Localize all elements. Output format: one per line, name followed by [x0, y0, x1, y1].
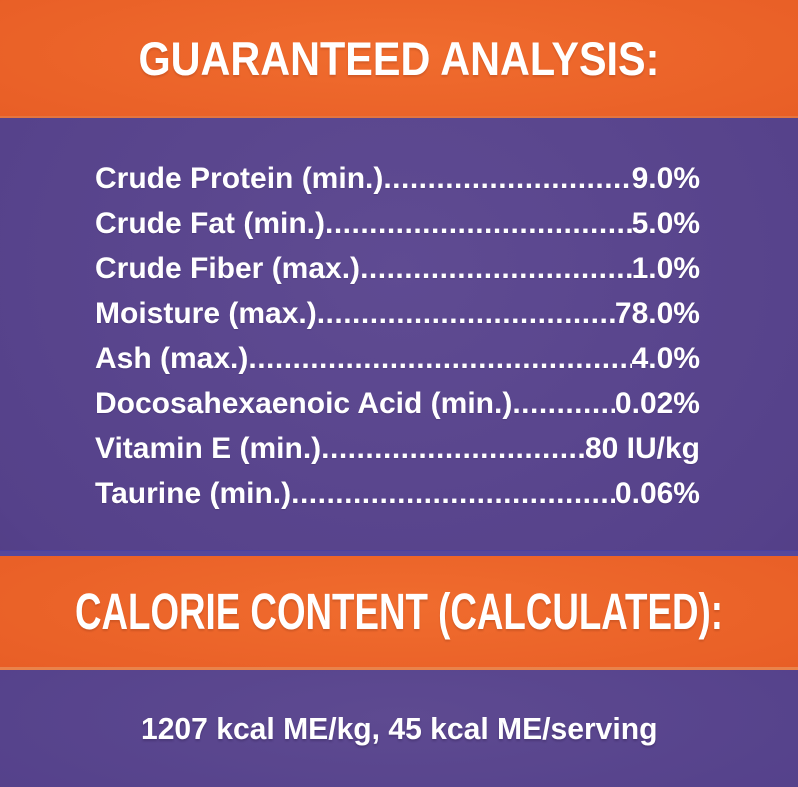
nutrient-name: Docosahexaenoic Acid (min.): [95, 387, 513, 420]
analysis-row-dha: [95, 381, 700, 426]
guaranteed-analysis-panel: [0, 118, 798, 550]
analysis-row-crude-fat: [95, 201, 700, 246]
dot-leader: [512, 381, 615, 426]
analysis-row-crude-protein: [95, 156, 700, 201]
nutrient-name: Moisture (max.): [95, 297, 317, 330]
guaranteed-analysis-band: [0, 0, 798, 118]
nutrient-value: 9.0%: [631, 162, 700, 195]
nutrient-name: Ash (max.): [95, 342, 249, 375]
nutrient-value: 0.06%: [614, 477, 700, 510]
nutrient-name: Crude Fat (min.): [95, 207, 325, 240]
nutrient-value: 0.02%: [614, 387, 700, 420]
guaranteed-analysis-title: GUARANTEED ANALYSIS:: [138, 31, 660, 85]
nutrient-value: 78.0%: [614, 297, 700, 330]
analysis-row-ash: [95, 336, 700, 381]
nutrient-name: Crude Fiber (max.): [95, 252, 361, 285]
dot-leader: [248, 336, 631, 381]
nutrient-name: Taurine (min.): [95, 477, 292, 510]
calorie-content-band: [0, 556, 798, 670]
nutrient-name: Crude Protein (min.): [95, 162, 384, 195]
nutrient-value: 1.0%: [631, 252, 700, 285]
nutrient-value: 4.0%: [631, 342, 700, 375]
dot-leader: [383, 156, 631, 201]
dot-leader: [321, 426, 585, 471]
nutrient-value: 80 IU/kg: [584, 432, 700, 465]
calorie-statement: 1207 kcal ME/kg, 45 kcal ME/serving: [140, 710, 658, 746]
dot-leader: [291, 471, 615, 516]
dot-leader: [360, 246, 632, 291]
calorie-statement-panel: [0, 670, 798, 787]
nutrient-name: Vitamin E (min.): [95, 432, 322, 465]
analysis-row-moisture: [95, 291, 700, 336]
analysis-row-vitamin-e: [95, 426, 700, 471]
nutrient-value: 5.0%: [631, 207, 700, 240]
analysis-row-crude-fiber: [95, 246, 700, 291]
dot-leader: [317, 291, 615, 336]
dot-leader: [325, 201, 632, 246]
analysis-row-taurine: [95, 471, 700, 516]
calorie-content-title: CALORIE CONTENT (CALCULATED):: [75, 583, 723, 640]
